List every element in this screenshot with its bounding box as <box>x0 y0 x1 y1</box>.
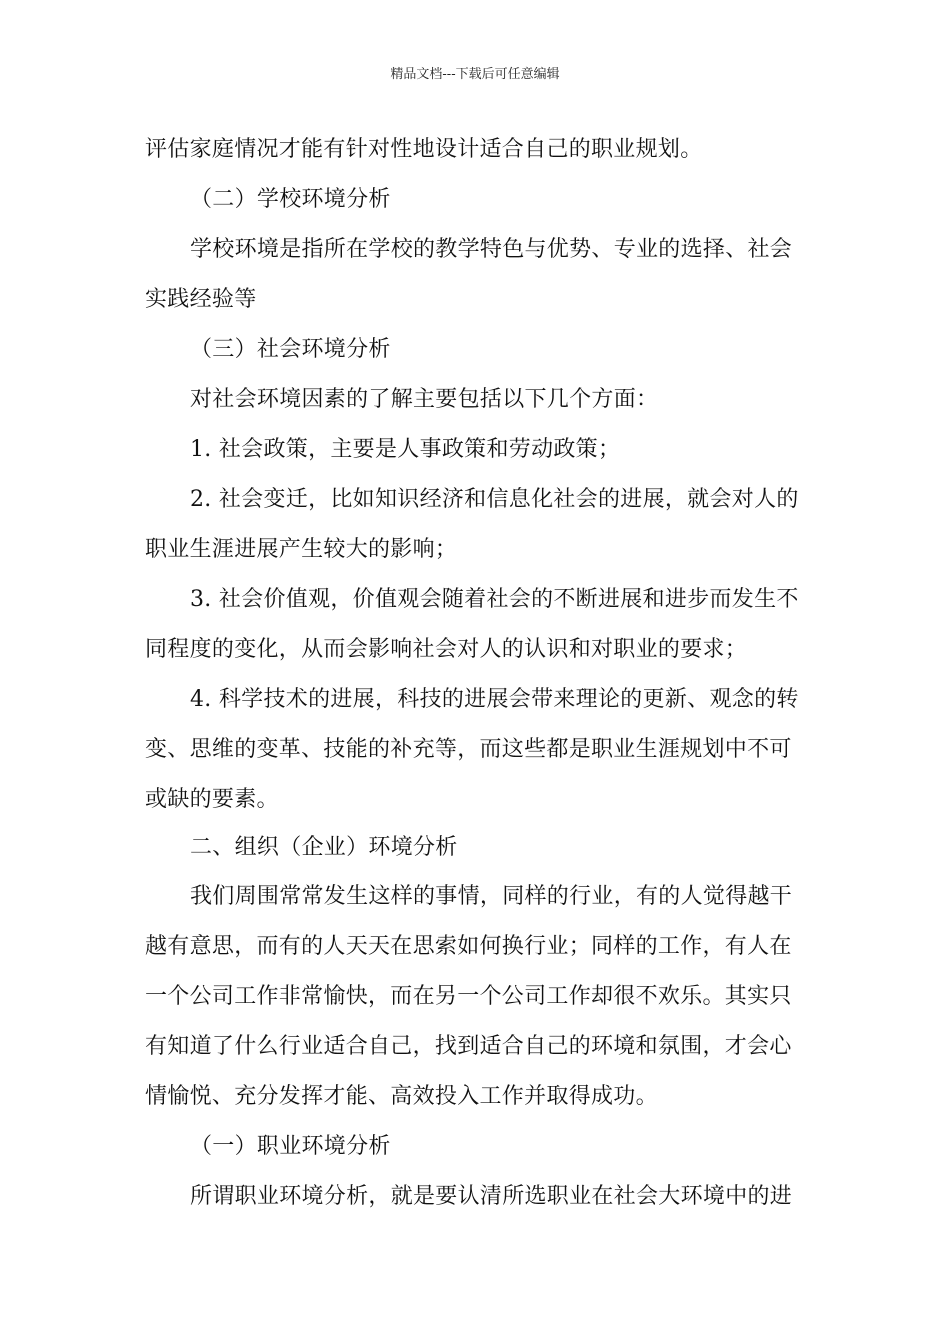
paragraph-line: 有知道了什么行业适合自己，找到适合自己的环境和氛围，才会心 <box>145 1034 792 1059</box>
page-header: 精品文档---下载后可任意编辑 <box>390 67 560 82</box>
paragraph-line: 对社会环境因素的了解主要包括以下几个方面： <box>190 387 659 412</box>
paragraph-line: 职业生涯进展产生较大的影响； <box>145 537 458 562</box>
paragraph-line: 同程度的变化，从而会影响社会对人的认识和对职业的要求； <box>145 637 748 662</box>
paragraph-line: 评估家庭情况才能有针对性地设计适合自己的职业规划。 <box>145 137 703 162</box>
list-item: 3. 社会价值观，价值观会随着社会的不断进展和进步而发生不 <box>190 587 799 612</box>
paragraph-line: 我们周围常常发生这样的事情，同样的行业，有的人觉得越干 <box>190 884 793 909</box>
section-heading: （三）社会环境分析 <box>190 337 391 362</box>
section-heading: （一）职业环境分析 <box>190 1134 391 1159</box>
paragraph-line: 越有意思，而有的人天天在思索如何换行业；同样的工作，有人在 <box>145 934 792 959</box>
paragraph-line: 学校环境是指所在学校的教学特色与优势、专业的选择、社会 <box>190 237 793 262</box>
paragraph-line: 或缺的要素。 <box>145 787 279 812</box>
list-item: 2. 社会变迁，比如知识经济和信息化社会的进展，就会对人的 <box>190 487 799 512</box>
section-heading: （二）学校环境分析 <box>190 187 391 212</box>
paragraph-line: 所谓职业环境分析，就是要认清所选职业在社会大环境中的进 <box>190 1184 793 1209</box>
list-item: 1. 社会政策，主要是人事政策和劳动政策； <box>190 437 621 462</box>
section-heading: 二、组织（企业）环境分析 <box>190 835 458 860</box>
paragraph-line: 情愉悦、充分发挥才能、高效投入工作并取得成功。 <box>145 1084 658 1109</box>
paragraph-line: 一个公司工作非常愉快，而在另一个公司工作却很不欢乐。其实只 <box>145 984 792 1009</box>
list-item: 4. 科学技术的进展，科技的进展会带来理论的更新、观念的转 <box>190 687 799 712</box>
paragraph-line: 实践经验等 <box>145 287 257 312</box>
paragraph-line: 变、思维的变革、技能的补充等，而这些都是职业生涯规划中不可 <box>145 737 792 762</box>
